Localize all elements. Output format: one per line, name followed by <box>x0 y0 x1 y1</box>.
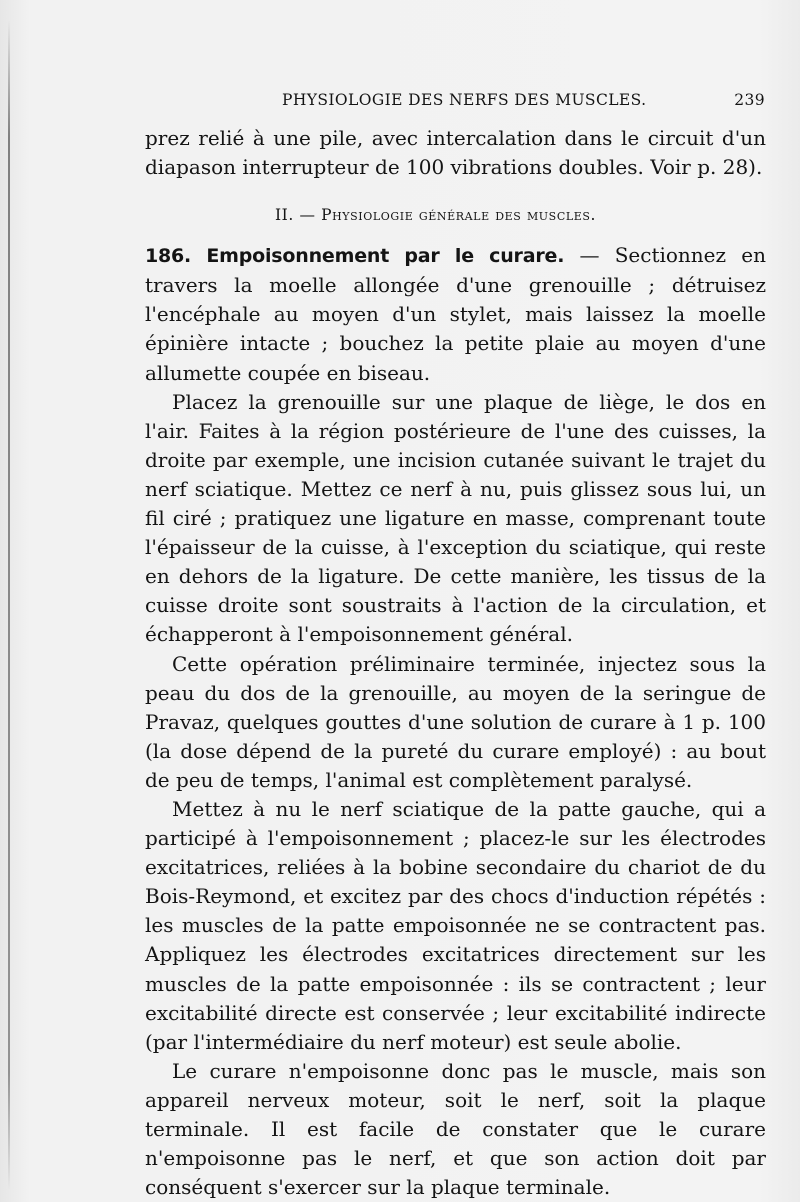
paragraph-continued: prez relié à une pile, avec intercalation dans le circuit d'un diapason interrupteur de 100 vibrations doubles. Voir p. 28). <box>145 126 766 180</box>
running-title: PHYSIOLOGIE DES NERFS DES MUSCLES. <box>282 91 647 109</box>
article-intro-text: — Sectionnez en travers la moelle allongée d'une grenouille ; détruisez l'encéphale au moyen d'un stylet, mais laissez la moelle épinière intacte ; bouchez la petite plaie au moyen d'une allumette coupée en biseau. <box>145 243 766 385</box>
paragraph-conclusion: Le curare n'empoisonne donc pas le muscle, mais son appareil nerveux moteur, soit le nerf, soit la plaque terminale. Il est facile de constater que le curare n'empoisonne pas le nerf, et que son action doit par conséquent s'exercer sur la plaque terminale. <box>145 1058 766 1200</box>
running-header <box>260 91 765 115</box>
paragraph-ligature: Placez la grenouille sur une plaque de liège, le dos en l'air. Faites à la région postérieure de l'une des cuisses, la droite par exemple, une incision cutanée suivant le trajet du nerf sciatique. Mettez ce nerf à nu, puis glissez sous lui, un fil ciré ; pratiquez une ligature en masse, comprenant toute l'épaisseur de la cuisse, à l'exception du sciatique, qui reste en dehors de la ligature. De cette manière, les tissus de la cuisse droite sont soustraits à l'action de la circulation, et échapperont à l'empoisonnement général. <box>145 389 766 647</box>
article-title: 186. Empoisonnement par le curare. <box>145 245 565 268</box>
paragraph-injection: Cette opération préliminaire terminée, injectez sous la peau du dos de la grenouille, au moyen de la seringue de Pravaz, quelques gouttes d'une solution de curare à 1 p. 100 (la dose dépend de la pureté du curare employé) : au bout de peu de temps, l'animal est complètement paralysé. <box>145 651 766 792</box>
binding-edge <box>8 20 10 1190</box>
body-text <box>145 124 766 1202</box>
page-number: 239 <box>734 91 765 109</box>
paragraph-curare-intro <box>145 241 766 387</box>
section-heading: II. — Physiologie générale des muscles. <box>274 206 597 225</box>
paragraph-excitation: Mettez à nu le nerf sciatique de la patte gauche, qui a participé à l'empoisonnement ; placez-le sur les électrodes excitatrices, reliées à la bobine secondaire du chariot de du Bois-Reymond, et excitez par des chocs d'induction répétés : les muscles de la patte empoisonnée ne se contractent pas. Appliquez les électrodes excitatrices directement sur les muscles de la patte empoisonnée : ils se contractent ; leur excitabilité directe est conservée ; leur excitabilité indirecte (par l'intermédiaire du nerf moteur) est seule abolie. <box>145 796 766 1054</box>
